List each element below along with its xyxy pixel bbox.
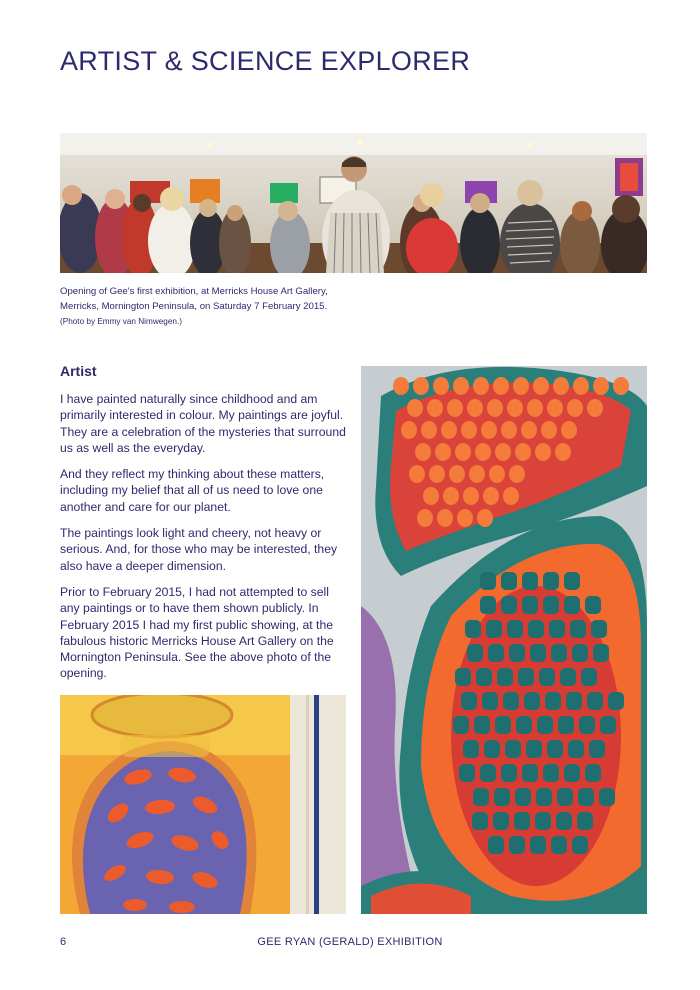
footer-title: GEE RYAN (GERALD) EXHIBITION xyxy=(257,936,443,948)
painting-orange-pod-image xyxy=(361,366,647,914)
page-number: 6 xyxy=(60,936,67,948)
photo-credit: (Photo by Emmy van Nimwegen.) xyxy=(60,317,182,326)
caption-line-1: Opening of Gee's first exhibition, at Merricks House Art Gallery, xyxy=(60,286,328,297)
caption-line-2: Merricks, Mornington Peninsula, on Saturday 7 February 2015. xyxy=(60,301,328,312)
section-heading: Artist xyxy=(60,363,97,379)
painting-vase-image xyxy=(60,695,346,914)
body-paragraph: And they reflect my thinking about these matters, including my belief that all of us need to love one another and care for our planet. xyxy=(60,467,325,514)
body-paragraph: Prior to February 2015, I had not attempted to sell any paintings or to have them shown publicly. In February 2015 I had my first public showing, at the fabulous historic Merricks House Art Gallery on the Mornington Peninsula. See the above photo of the opening. xyxy=(60,584,334,681)
body-paragraph: I have painted naturally since childhood and am primarily interested in colour. My paintings are joyful. They are a celebration of the mysteries that surround us as well as the everyday. xyxy=(60,392,346,455)
exhibition-opening-photo xyxy=(60,133,647,273)
photo-caption xyxy=(60,284,390,329)
body-paragraph: The paintings look light and cheery, not heavy or serious. And, for those who may be interested, they also have a deeper dimension. xyxy=(60,526,338,573)
section-body xyxy=(60,391,350,692)
page-title: ARTIST & SCIENCE EXPLORER xyxy=(60,46,471,76)
